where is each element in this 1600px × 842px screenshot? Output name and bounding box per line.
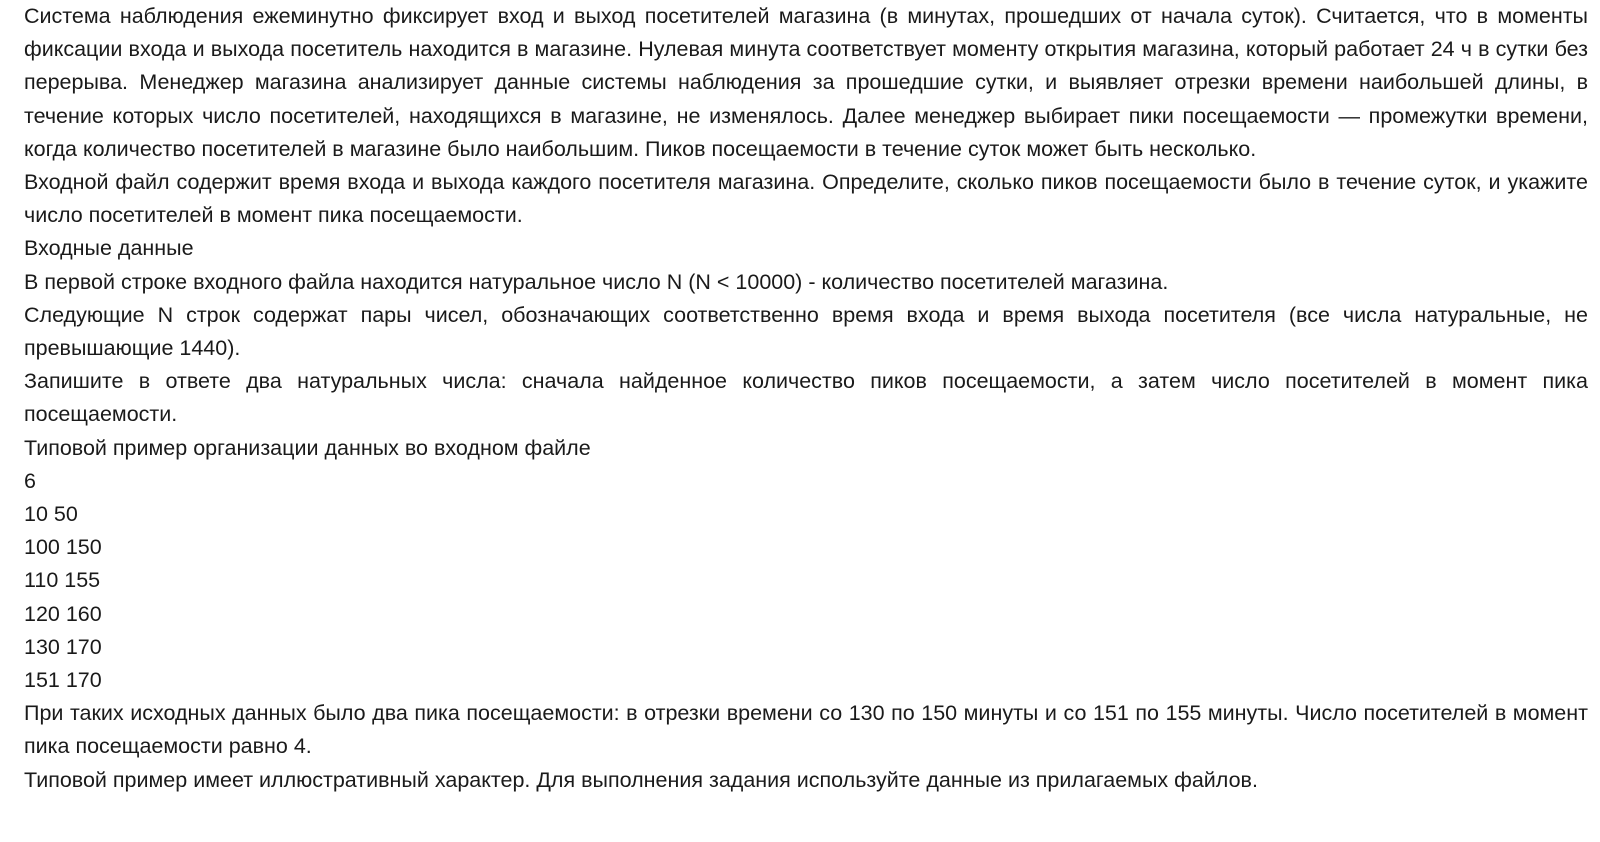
input-description-pairs: Следующие N строк содержат пары чисел, обозначающих соответственно время входа и время выхода посетителя (все числа натуральные, не превышающие 1440).: [24, 302, 1588, 361]
example-line: 100 150: [24, 535, 102, 560]
intro-paragraph: Система наблюдения ежеминутно фиксирует вход и выход посетителей магазина (в минутах, прошедших от начала суток). Считается, что в моменты фиксации входа и выхода посетитель находится в магазине. Нулевая минута соответствует моменту открытия магазина, который работает 24 ч в сутки без перерыва. Менеджер магазина анализирует данные системы наблюдения за прошедшие сутки, и выявляет отрезки времени наибольшей длины, в течение которых число посетителей, находящихся в магазине, не изменялось. Далее менеджер выбирает пики посещаемости — промежутки времени, когда количество посетителей в магазине было наибольшим. Пиков посещаемости в течение суток может быть несколько.: [24, 4, 1588, 161]
input-description-first-line: В первой строке входного файла находится натуральное число N (N < 10000) - количество посетителей магазина.: [24, 269, 1169, 294]
example-line-count: 6: [24, 468, 36, 493]
example-line: 151 170: [24, 668, 102, 693]
example-line: 130 170: [24, 634, 102, 659]
example-line: 110 155: [24, 568, 101, 593]
example-line: 120 160: [24, 601, 102, 626]
example-heading: Типовой пример организации данных во входном файле: [24, 435, 591, 460]
illustrative-note: Типовой пример имеет иллюстративный характер. Для выполнения задания используйте данные из прилагаемых файлов.: [24, 767, 1258, 792]
input-heading: Входные данные: [24, 236, 194, 261]
task-paragraph: Входной файл содержит время входа и выхода каждого посетителя магазина. Определите, сколько пиков посещаемости было в течение суток, и укажите число посетителей в момент пика посещаемости.: [24, 170, 1588, 228]
example-line: 10 50: [24, 502, 78, 527]
example-result: При таких исходных данных было два пика посещаемости: в отрезки времени со 130 по 150 минуты и со 151 по 155 минуты. Число посетителей в момент пика посещаемости равно 4.: [24, 701, 1588, 759]
task-document: [24, 0, 1588, 797]
answer-instruction: Запишите в ответе два натуральных числа: сначала найденное количество пиков посещаемости, а затем число посетителей в момент пика посещаемости.: [24, 369, 1588, 427]
